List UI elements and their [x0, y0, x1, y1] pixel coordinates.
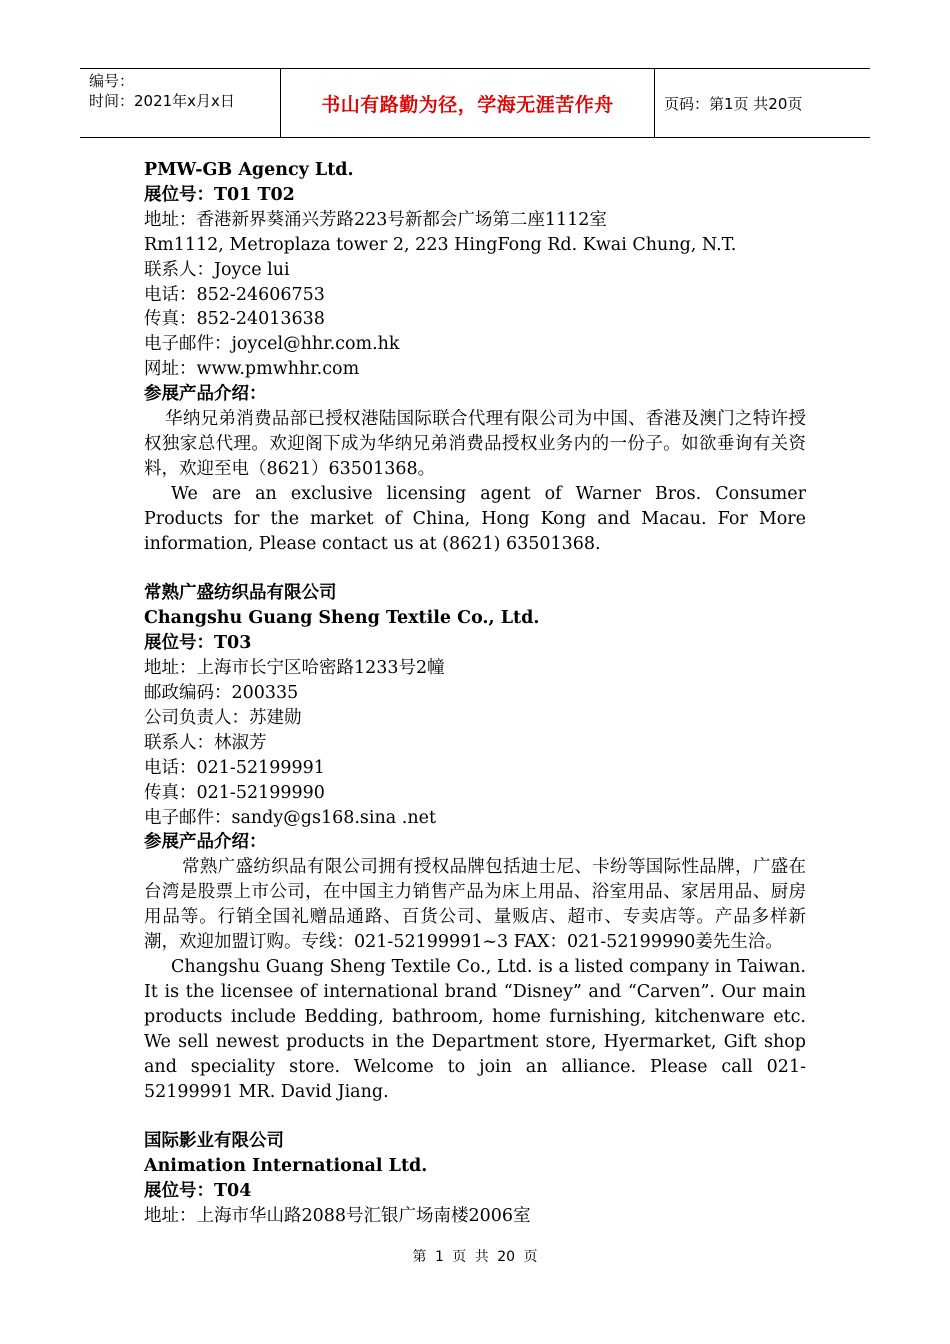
- fax: 传真：021-52199990: [144, 782, 325, 803]
- address-cn: 地址：香港新界葵涌兴芳路223号新都会广场第二座1112室: [144, 209, 607, 230]
- company-name-en: PMW-GB Agency Ltd.: [144, 160, 354, 180]
- phone: 电话：021-52199991: [144, 757, 325, 778]
- manager: 公司负责人：苏建勋: [144, 707, 302, 728]
- header-meta: [80, 69, 281, 137]
- website: 网址：www.pmwhhr.com: [144, 359, 360, 380]
- header-page-number: 页码：第1页 共20页: [664, 94, 803, 113]
- page-header: [80, 68, 870, 138]
- intro-cn: 华纳兄弟消费品部已授权港陆国际联合代理有限公司为中国、香港及澳门之特许授权独家总代理。欢迎阁下成为华纳兄弟消费品授权业务内的一份子。如欲垂询有关资料，欢迎至电（8621）63501368。: [144, 409, 806, 479]
- phone: 电话：852-24606753: [144, 284, 325, 305]
- header-time: 时间：2021年x月x日: [89, 92, 235, 110]
- intro-label: 参展产品介绍：: [144, 384, 267, 405]
- header-number: 编号：: [89, 72, 135, 90]
- intro-cn: 常熟广盛纺织品有限公司拥有授权品牌包括迪士尼、卡纷等国际性品牌，广盛在台湾是股票上市公司，在中国主力销售产品为床上用品、浴室用品、家居用品、厨房用品等。行销全国礼赠品通路、百货公司、量贩店、超市、专卖店等。产品多样新潮，欢迎加盟订购。专线：021-52199991~3 FAX：021-52199990姜先生洽。: [144, 857, 806, 953]
- booth-number: 展位号：T04: [144, 1181, 252, 1202]
- booth-number: 展位号：T01 T02: [144, 184, 295, 205]
- address-en: Rm1112, Metroplaza tower 2, 223 HingFong Rd. Kwai Chung, N.T.: [144, 234, 737, 255]
- company-name-cn: 常熟广盛纺织品有限公司: [144, 583, 337, 604]
- header-slogan-cell: [281, 69, 655, 137]
- page-footer: 第 1 页 共 20 页: [412, 1249, 538, 1265]
- email: 电子邮件：joycel@hhr.com.hk: [144, 334, 400, 355]
- header-slogan: 书山有路勤为径，学海无涯苦作舟: [321, 93, 614, 116]
- company-name-en: Changshu Guang Sheng Textile Co., Ltd.: [144, 608, 540, 629]
- document-body: [144, 158, 806, 1229]
- email: 电子邮件：sandy@gs168.sina .net: [144, 807, 436, 828]
- company-name-cn: 国际影业有限公司: [144, 1131, 284, 1152]
- intro-en: Changshu Guang Sheng Textile Co., Ltd. is a listed company in Taiwan. It is the licensee of international brand “Disney” and “Carven”. Our main products include Bedding, bathroom, home furnishing, kitchenware etc. We sell newest products in the Department store, Hyermarket, Gift shop and speciality store. Welcome to join an alliance. Please call 021-52199991 MR. David Jiang.: [144, 956, 806, 1102]
- address-cn: 地址：上海市华山路2088号汇银广场南楼2006室: [144, 1206, 531, 1227]
- contact-person: 联系人：林淑芳: [144, 732, 267, 753]
- address-cn: 地址：上海市长宁区哈密路1233号2幢: [144, 658, 445, 679]
- intro-en: We are an exclusive licensing agent of Warner Bros. Consumer Products for the market of China, Hong Kong and Macau. For More information, Please contact us at (8621) 63501368.: [144, 483, 806, 554]
- company-name-en: Animation International Ltd.: [144, 1156, 428, 1177]
- contact-person: 联系人：Joyce lui: [144, 259, 290, 280]
- intro-label: 参展产品介绍：: [144, 832, 267, 853]
- fax: 传真：852-24013638: [144, 309, 325, 330]
- booth-number: 展位号：T03: [144, 633, 252, 654]
- header-page-cell: [655, 69, 870, 137]
- postcode: 邮政编码：200335: [144, 683, 299, 704]
